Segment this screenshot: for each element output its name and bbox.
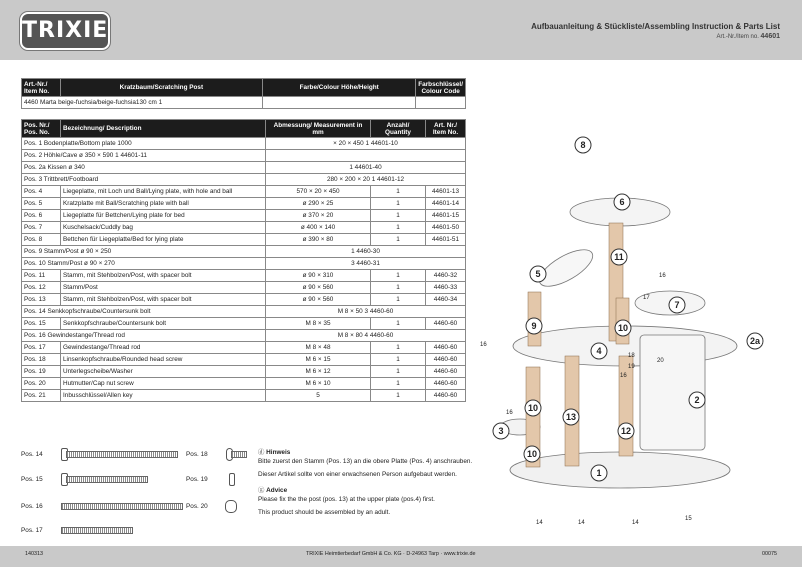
table-cell: Unterlegscheibe/Washer [61, 366, 266, 378]
table-cell: 1 4460-30 [266, 246, 466, 258]
table-cell: 4460-33 [426, 282, 466, 294]
table-cell: Pos. 8 [22, 234, 61, 246]
product-row: 4460 Marta beige-fuchsia/beige-fuchsia130 cm 1 [22, 97, 263, 109]
col-art-no: Art. Nr./ Item No. [426, 120, 466, 138]
table-cell: M 6 × 10 [266, 378, 371, 390]
svg-text:8: 8 [580, 140, 586, 150]
svg-text:1: 1 [596, 468, 602, 478]
info-icon: ⓓ [258, 449, 267, 456]
svg-text:6: 6 [619, 197, 625, 207]
bolt-pos14-icon [66, 451, 178, 458]
svg-text:14: 14 [578, 520, 585, 526]
table-row [22, 270, 466, 282]
table-cell: M 6 × 12 [266, 366, 371, 378]
table-cell: Pos. 5 [22, 198, 61, 210]
footer-company: TRIXIE Heimtierbedarf GmbH & Co. KG · D-24963 Tarp · www.trixie.de [306, 551, 476, 557]
table-cell: Kuschelsack/Cuddly bag [61, 222, 266, 234]
col-colour-height: Farbe/Colour Höhe/Height [263, 79, 416, 97]
table-row [22, 318, 466, 330]
post-12-shape [619, 356, 633, 456]
svg-text:16: 16 [506, 410, 513, 416]
table-cell: 1 [371, 210, 426, 222]
table-cell: 4460-60 [426, 318, 466, 330]
table-cell: 1 [371, 342, 426, 354]
thread-rod-pos16-icon [61, 503, 183, 510]
table-cell: 1 [371, 354, 426, 366]
table-cell: Pos. 1 Bodenplatte/Bottom plate 1000 [22, 138, 266, 150]
col-item-no: Art.-Nr./ Item No. [22, 79, 61, 97]
svg-text:7: 7 [674, 300, 680, 310]
screw-pos18-icon [231, 451, 247, 458]
hardware-label: Pos. 19 [186, 476, 208, 483]
table-cell [266, 150, 466, 162]
table-cell: Hutmutter/Cap nut screw [61, 378, 266, 390]
table-cell: 280 × 200 × 20 1 44601-12 [266, 174, 466, 186]
washer-icon [229, 473, 235, 486]
table-cell: ø 90 × 310 [266, 270, 371, 282]
table-cell: M 6 × 15 [266, 354, 371, 366]
table-cell: 44601-50 [426, 222, 466, 234]
hardware-label: Pos. 14 [21, 451, 43, 458]
table-cell: Pos. 2 Höhle/Cave ø 350 × 590 1 44601-11 [22, 150, 266, 162]
footer-page: 00075 [762, 551, 777, 557]
table-cell: Pos. 20 [22, 378, 61, 390]
svg-text:13: 13 [565, 412, 577, 422]
table-cell: 1 [371, 390, 426, 402]
svg-text:5: 5 [535, 269, 541, 279]
table-cell: M 8 × 50 3 4460-60 [266, 306, 466, 318]
table-row [22, 186, 466, 198]
table-cell: Liegeplatte für Bettchen/Lying plate for bed [61, 210, 266, 222]
table-cell: Pos. 9 Stamm/Post ø 90 × 250 [22, 246, 266, 258]
table-cell: Stamm/Post [61, 282, 266, 294]
table-cell: Pos. 12 [22, 282, 61, 294]
table-row [22, 138, 466, 150]
assembly-diagram [470, 120, 800, 540]
table-row [22, 210, 466, 222]
table-cell: Bettchen für Liegeplatte/Bed for lying plate [61, 234, 266, 246]
table-cell: ø 90 × 560 [266, 294, 371, 306]
assembly-notes: ⓓ Hinweis Bitte zuerst den Stamm (Pos. 13) an die obere Platte (Pos. 4) anschrauben. Dieser Artikel sollte von einer erwachsenen Person aufgebaut werden. ⓖ Advice Please fix the the post (pos. 13) at the upper plate (pos.4) first. This product should be assembled by an adult. [258, 449, 473, 516]
item-number: Art.-Nr./Item no. 44601 [716, 33, 780, 40]
table-cell: Stamm, mit Stehbolzen/Post, with spacer bolt [61, 270, 266, 282]
table-cell: ø 290 × 25 [266, 198, 371, 210]
table-row [22, 390, 466, 402]
table-cell: 1 [371, 366, 426, 378]
trixie-logo: TRIXIE [20, 12, 110, 50]
hardware-label: Pos. 17 [21, 527, 43, 534]
svg-text:16: 16 [620, 373, 627, 379]
table-cell: 4460-34 [426, 294, 466, 306]
table-cell: Pos. 16 Gewindestange/Thread rod [22, 330, 266, 342]
svg-text:14: 14 [536, 520, 543, 526]
table-row [22, 306, 466, 318]
svg-text:10: 10 [617, 323, 629, 333]
table-cell: 4460-60 [426, 378, 466, 390]
svg-text:20: 20 [657, 358, 664, 364]
table-cell: ø 390 × 80 [266, 234, 371, 246]
svg-text:2: 2 [694, 395, 700, 405]
table-cell: Stamm, mit Stehbolzen/Post, with spacer bolt [61, 294, 266, 306]
table-row [22, 198, 466, 210]
table-cell: 3 4460-31 [266, 258, 466, 270]
table-cell: 4460-60 [426, 342, 466, 354]
table-cell: Pos. 11 [22, 270, 61, 282]
table-cell: Pos. 2a Kissen ø 340 [22, 162, 266, 174]
svg-text:12: 12 [620, 426, 632, 436]
table-cell: 1 44601-40 [266, 162, 466, 174]
svg-text:19: 19 [628, 364, 635, 370]
table-row [22, 150, 466, 162]
table-row [22, 378, 466, 390]
hardware-label: Pos. 16 [21, 503, 43, 510]
svg-text:9: 9 [531, 321, 537, 331]
table-cell: Pos. 13 [22, 294, 61, 306]
table-cell: 5 [266, 390, 371, 402]
table-cell: ø 400 × 140 [266, 222, 371, 234]
table-cell: 44601-51 [426, 234, 466, 246]
thread-rod-pos17-icon [61, 527, 133, 534]
bolt-pos15-icon [66, 476, 148, 483]
table-cell: 1 [371, 222, 426, 234]
info-icon: ⓖ [258, 487, 267, 494]
svg-text:16: 16 [480, 342, 487, 348]
hardware-illustrations [21, 445, 261, 545]
table-cell: 1 [371, 234, 426, 246]
table-row [22, 294, 466, 306]
footer-code: 140313 [25, 551, 43, 557]
table-row [22, 366, 466, 378]
table-cell: ø 370 × 20 [266, 210, 371, 222]
table-cell: M 8 × 80 4 4460-60 [266, 330, 466, 342]
table-row [22, 354, 466, 366]
table-cell: Pos. 15 [22, 318, 61, 330]
col-description: Bezeichnung/ Description [61, 120, 266, 138]
svg-text:10: 10 [527, 403, 539, 413]
table-row [22, 246, 466, 258]
svg-text:17: 17 [643, 295, 650, 301]
svg-text:14: 14 [632, 520, 639, 526]
bottom-plate-shape [510, 452, 730, 488]
col-scratching-post: Kratzbaum/Scratching Post [60, 79, 263, 97]
table-cell: Pos. 14 Senkkopfschraube/Countersunk bolt [22, 306, 266, 318]
svg-text:16: 16 [659, 273, 666, 279]
svg-text:15: 15 [685, 516, 692, 522]
document-title: Aufbauanleitung & Stückliste/Assembling Instruction & Parts List [531, 22, 780, 31]
svg-text:11: 11 [614, 252, 624, 262]
table-cell: 44601-13 [426, 186, 466, 198]
col-pos-no: Pos. Nr./ Pos. No. [22, 120, 61, 138]
table-cell: 1 [371, 270, 426, 282]
table-cell: 1 [371, 282, 426, 294]
table-row [22, 222, 466, 234]
table-cell: 1 [371, 186, 426, 198]
table-cell: 1 [371, 318, 426, 330]
page-footer [0, 546, 802, 567]
table-cell: 4460-32 [426, 270, 466, 282]
table-cell: Pos. 21 [22, 390, 61, 402]
table-row [22, 258, 466, 270]
col-quantity: Anzahl/ Quantity [371, 120, 426, 138]
table-row [22, 330, 466, 342]
table-cell: × 20 × 450 1 44601-10 [266, 138, 466, 150]
table-row [22, 234, 466, 246]
table-row [22, 162, 466, 174]
table-cell: Pos. 7 [22, 222, 61, 234]
table-cell: ø 90 × 560 [266, 282, 371, 294]
table-cell: Pos. 18 [22, 354, 61, 366]
product-table [21, 78, 466, 109]
table-row [22, 282, 466, 294]
table-cell: Gewindestange/Thread rod [61, 342, 266, 354]
table-cell: 4460-60 [426, 366, 466, 378]
svg-text:2a: 2a [749, 336, 761, 346]
table-cell: 1 [371, 378, 426, 390]
table-cell: M 8 × 48 [266, 342, 371, 354]
hardware-label: Pos. 18 [186, 451, 208, 458]
page-header [0, 0, 802, 60]
table-cell: 570 × 20 × 450 [266, 186, 371, 198]
svg-text:3: 3 [498, 426, 504, 436]
cap-nut-icon [225, 500, 237, 513]
table-cell: 44601-14 [426, 198, 466, 210]
table-cell: Linsenkopfschraube/Rounded head screw [61, 354, 266, 366]
table-cell: Pos. 4 [22, 186, 61, 198]
hardware-label: Pos. 15 [21, 476, 43, 483]
table-cell: 4460-60 [426, 354, 466, 366]
svg-text:4: 4 [596, 346, 602, 356]
table-cell: 1 [371, 294, 426, 306]
table-cell: 1 [371, 198, 426, 210]
col-measurement: Abmessung/ Measurement in mm [266, 120, 371, 138]
table-cell: Pos. 19 [22, 366, 61, 378]
table-cell: Pos. 10 Stamm/Post ø 90 × 270 [22, 258, 266, 270]
table-cell: Senkkopfschraube/Countersunk bolt [61, 318, 266, 330]
table-cell: Kratzplatte mit Ball/Scratching plate with ball [61, 198, 266, 210]
table-cell: Pos. 6 [22, 210, 61, 222]
table-cell: Pos. 3 Trittbrett/Footboard [22, 174, 266, 186]
parts-table [21, 119, 466, 402]
col-colour-code: Farbschlüssel/ Colour Code [416, 79, 466, 97]
svg-text:18: 18 [628, 353, 635, 359]
table-row [22, 342, 466, 354]
svg-text:10: 10 [526, 449, 538, 459]
table-cell: 44601-15 [426, 210, 466, 222]
table-cell: M 8 × 35 [266, 318, 371, 330]
table-cell: Inbusschlüssel/Allen key [61, 390, 266, 402]
table-cell: 4460-60 [426, 390, 466, 402]
hardware-label: Pos. 20 [186, 503, 208, 510]
table-cell: Pos. 17 [22, 342, 61, 354]
table-row [22, 174, 466, 186]
table-cell: Liegeplatte, mit Loch und Ball/Lying plate, with hole and ball [61, 186, 266, 198]
